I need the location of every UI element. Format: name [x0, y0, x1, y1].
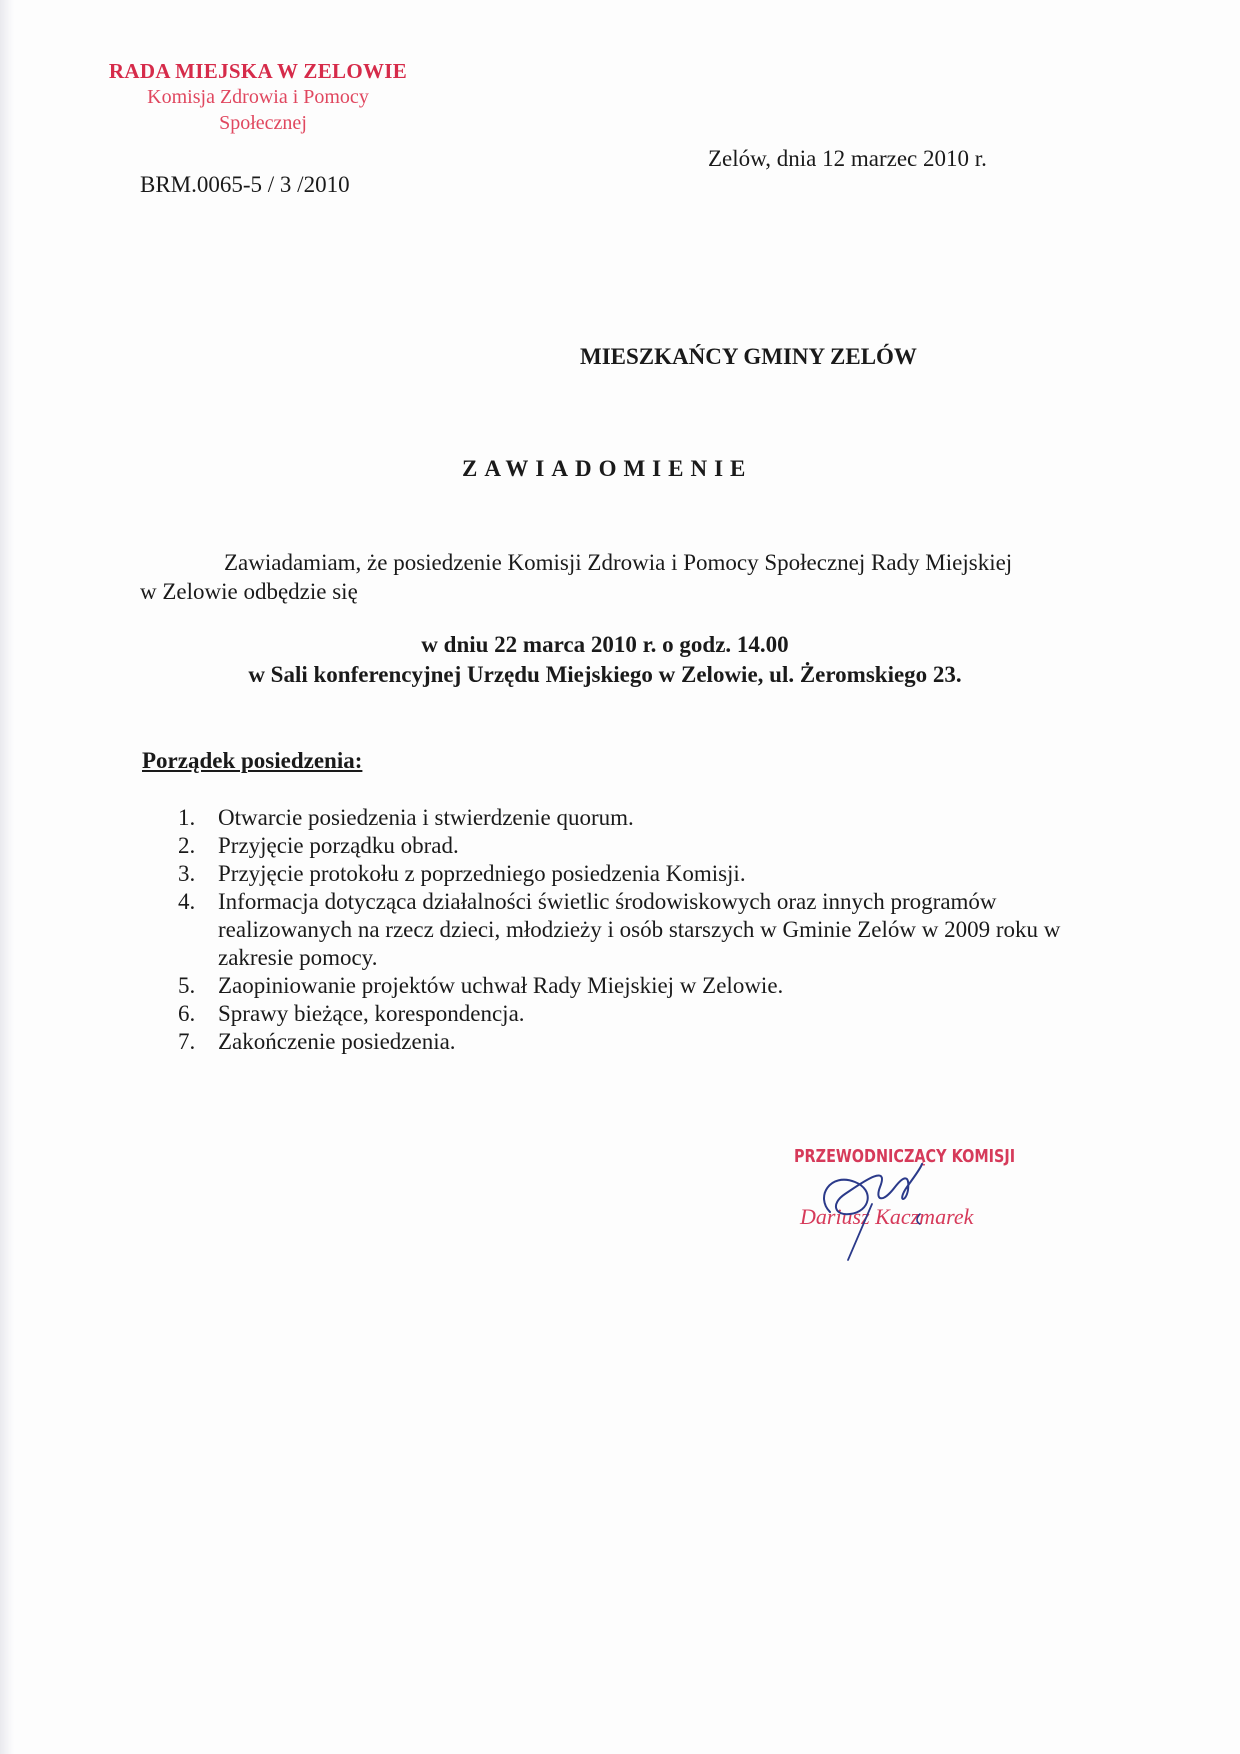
agenda-item-number: 7. — [178, 1029, 196, 1054]
agenda-list — [170, 804, 1070, 1056]
meeting-details — [140, 630, 1070, 690]
signature-name: Dariusz Kaczmarek — [800, 1204, 974, 1229]
agenda-item-number: 2. — [178, 833, 196, 858]
agenda-item-text: Zaopiniowanie projektów uchwał Rady Miejskiej w Zelowie. — [218, 973, 784, 998]
scan-edge — [0, 0, 14, 1754]
agenda-item-number: 6. — [178, 1001, 196, 1026]
stamp-line-1: RADA MIEJSKA W ZELOWIE — [108, 59, 408, 83]
agenda-item — [170, 888, 1070, 972]
signature-block — [790, 1142, 1030, 1272]
intro-paragraph — [140, 548, 1070, 606]
agenda-item-text: Otwarcie posiedzenia i stwierdzenie quorum. — [218, 805, 634, 830]
agenda-item-number: 5. — [178, 973, 196, 998]
reference-number: BRM.0065-5 / 3 /2010 — [140, 172, 350, 197]
agenda-item-text: Sprawy bieżące, korespondencja. — [218, 1001, 525, 1026]
addressee: MIESZKAŃCY GMINY ZELÓW — [580, 344, 917, 369]
document-title: ZAWIADOMIENIE — [462, 456, 753, 481]
agenda-item-number: 3. — [178, 861, 196, 886]
letter-date: Zelów, dnia 12 marzec 2010 r. — [708, 146, 987, 171]
signature-title: PRZEWODNICZĄCY KOMISJI — [794, 1146, 1016, 1167]
stamp-line-3: Społecznej — [219, 112, 307, 134]
intro-line-1: Zawiadamiam, że posiedzenie Komisji Zdrowia i Pomocy Społecznej Rady Miejskiej — [224, 550, 1013, 575]
council-stamp — [98, 58, 418, 136]
agenda-item-number: 4. — [178, 889, 196, 914]
agenda-item — [170, 804, 1070, 832]
agenda-item — [170, 1000, 1070, 1028]
agenda-item-text: Przyjęcie protokołu z poprzedniego posiedzenia Komisji. — [218, 861, 746, 886]
agenda-item-number: 1. — [178, 805, 196, 830]
intro-line-2: w Zelowie odbędzie się — [140, 579, 358, 604]
handwritten-signature-icon — [810, 1142, 940, 1262]
agenda-item-text: Informacja dotycząca działalności świetlic środowiskowych oraz innych programów realizowanych na rzecz dzieci, młodzieży i osób starszych w Gminie Zelów w 2009 roku w zakresie pomocy. — [218, 889, 1061, 970]
meeting-date-time: w dniu 22 marca 2010 r. o godz. 14.00 — [421, 632, 789, 657]
agenda-item-text: Przyjęcie porządku obrad. — [218, 833, 459, 858]
meeting-location: w Sali konferencyjnej Urzędu Miejskiego w Zelowie, ul. Żeromskiego 23. — [248, 662, 962, 687]
agenda-item — [170, 972, 1070, 1000]
stamp-line-2: Komisja Zdrowia i Pomocy — [147, 86, 369, 108]
agenda-heading: Porządek posiedzenia: — [142, 748, 363, 773]
agenda-item — [170, 832, 1070, 860]
agenda-item — [170, 860, 1070, 888]
agenda-item — [170, 1028, 1070, 1056]
agenda-item-text: Zakończenie posiedzenia. — [218, 1029, 456, 1054]
